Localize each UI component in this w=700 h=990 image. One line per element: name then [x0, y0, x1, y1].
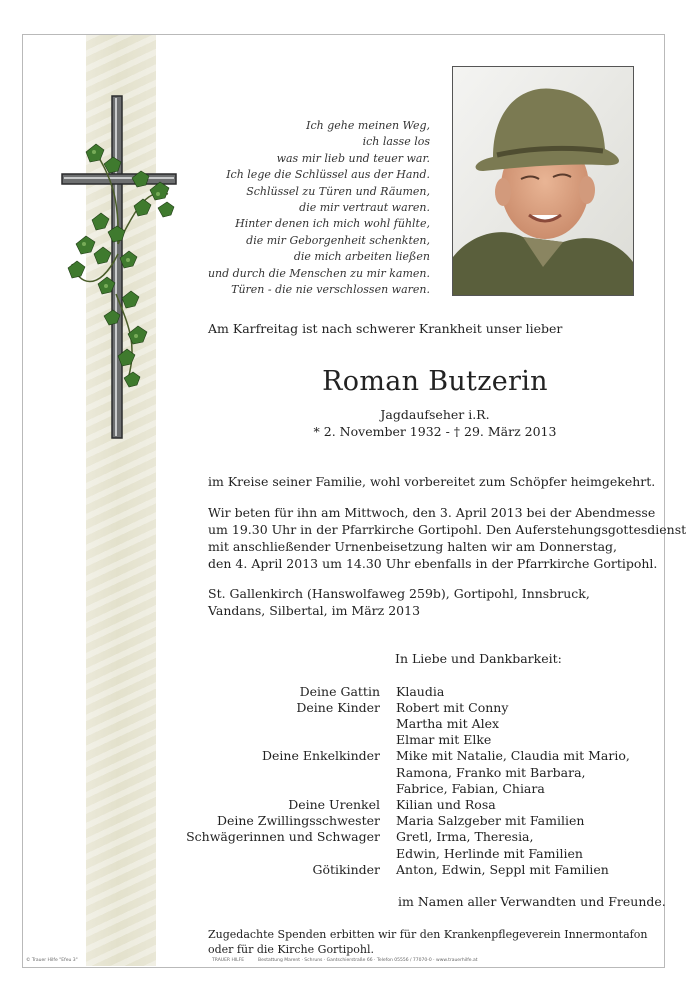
paragraph-line: Wir beten für ihn am Mittwoch, den 3. April 2013 bei der Abendmesse — [208, 505, 656, 520]
poem-line: ich lasse los — [362, 135, 430, 149]
mourner-names: Maria Salzgeber mit Familien — [396, 813, 585, 828]
paragraph-line: St. Gallenkirch (Hanswolfaweg 259b), Gortipohl, Innsbruck, — [208, 586, 590, 601]
mourner-names: Ramona, Franko mit Barbara, — [396, 765, 586, 780]
mourner-names: Gretl, Irma, Theresia, — [396, 829, 534, 844]
paragraph-line: im Kreise seiner Familie, wohl vorbereitet zum Schöpfer heimgekehrt. — [208, 474, 656, 489]
copyright-note: © Trauer Hilfe "Efeu 3" — [26, 958, 78, 963]
deceased-name: Roman Butzerin — [322, 366, 548, 397]
cross-with-ivy-icon — [58, 94, 180, 440]
poem-line: die mir vertraut waren. — [299, 201, 430, 215]
mourner-names: Mike mit Natalie, Claudia mit Mario, — [396, 748, 630, 763]
mourner-names: Martha mit Alex — [396, 716, 500, 731]
relation-label: Deine Kinder — [296, 700, 380, 715]
relation-label: Deine Enkelkinder — [262, 748, 380, 763]
poem-line: und durch die Menschen zu mir kamen. — [207, 266, 430, 280]
thanks-heading: In Liebe und Dankbarkeit: — [395, 651, 562, 666]
mourner-names: Kilian und Rosa — [396, 797, 496, 812]
poem-line: die mir Geborgenheit schenkten, — [246, 233, 430, 247]
brand-note: TRAUER HILFE — [212, 958, 245, 963]
donation-line: oder für die Kirche Gortipohl. — [208, 943, 375, 956]
paragraph-line: mit anschließender Urnenbeisetzung halten wir am Donnerstag, — [208, 539, 618, 554]
poem-line: Hinter denen ich mich wohl fühlte, — [235, 217, 430, 231]
intro-text: Am Karfreitag ist nach schwerer Krankheit unser lieber — [208, 321, 563, 336]
poem-line: Ich gehe meinen Weg, — [306, 119, 430, 132]
relation-label: Götikinder — [312, 862, 380, 877]
mourner-names: Edwin, Herlinde mit Familien — [396, 846, 583, 861]
poem-line: was mir lieb und teuer war. — [276, 151, 430, 165]
mourner-names: Robert mit Conny — [396, 700, 509, 715]
poem-line: Ich lege die Schlüssel aus der Hand. — [226, 168, 430, 182]
mourner-names: Klaudia — [396, 684, 445, 699]
paragraph-line: Vandans, Silbertal, im März 2013 — [208, 603, 421, 618]
poem — [200, 118, 430, 298]
poem-line: Schlüssel zu Türen und Räumen, — [246, 184, 430, 198]
poem-line: Türen - die nie verschlossen waren. — [231, 283, 430, 297]
life-dates: * 2. November 1932 - † 29. März 2013 — [313, 424, 557, 439]
mourner-names: Anton, Edwin, Seppl mit Familien — [396, 862, 609, 877]
portrait-photo — [452, 66, 634, 296]
paragraph-service — [208, 504, 686, 572]
relation-label: Schwägerinnen und Schwager — [186, 829, 380, 844]
poem-line: die mich arbeiten ließen — [293, 250, 430, 264]
paragraph-return — [208, 473, 655, 490]
donation-line: Zugedachte Spenden erbitten wir für den Krankenpflegeverein Innermontafon — [208, 928, 648, 941]
donation-note — [208, 927, 647, 957]
mourner-names: Elmar mit Elke — [396, 732, 492, 747]
portrait-image-icon — [453, 67, 633, 295]
relation-label: Deine Gattin — [299, 684, 380, 699]
closing-line: im Namen aller Verwandten und Freunde. — [398, 894, 666, 909]
undertaker-note: Bestattung Marent · Schruns · Gantschierstraße 66 · Telefon 05556 / 77070-0 · www.trauerhilfe.at — [258, 958, 478, 963]
relation-label: Deine Urenkel — [288, 797, 380, 812]
paragraph-places — [208, 585, 590, 619]
mourner-names: Fabrice, Fabian, Chiara — [396, 781, 545, 796]
paragraph-line: um 19.30 Uhr in der Pfarrkirche Gortipohl. Den Auferstehungsgottesdienst — [208, 522, 687, 537]
paragraph-line: den 4. April 2013 um 14.30 Uhr ebenfalls in der Pfarrkirche Gortipohl. — [208, 556, 658, 571]
deceased-occupation: Jagdaufseher i.R. — [380, 407, 490, 422]
relation-label: Deine Zwillingsschwester — [216, 813, 380, 828]
